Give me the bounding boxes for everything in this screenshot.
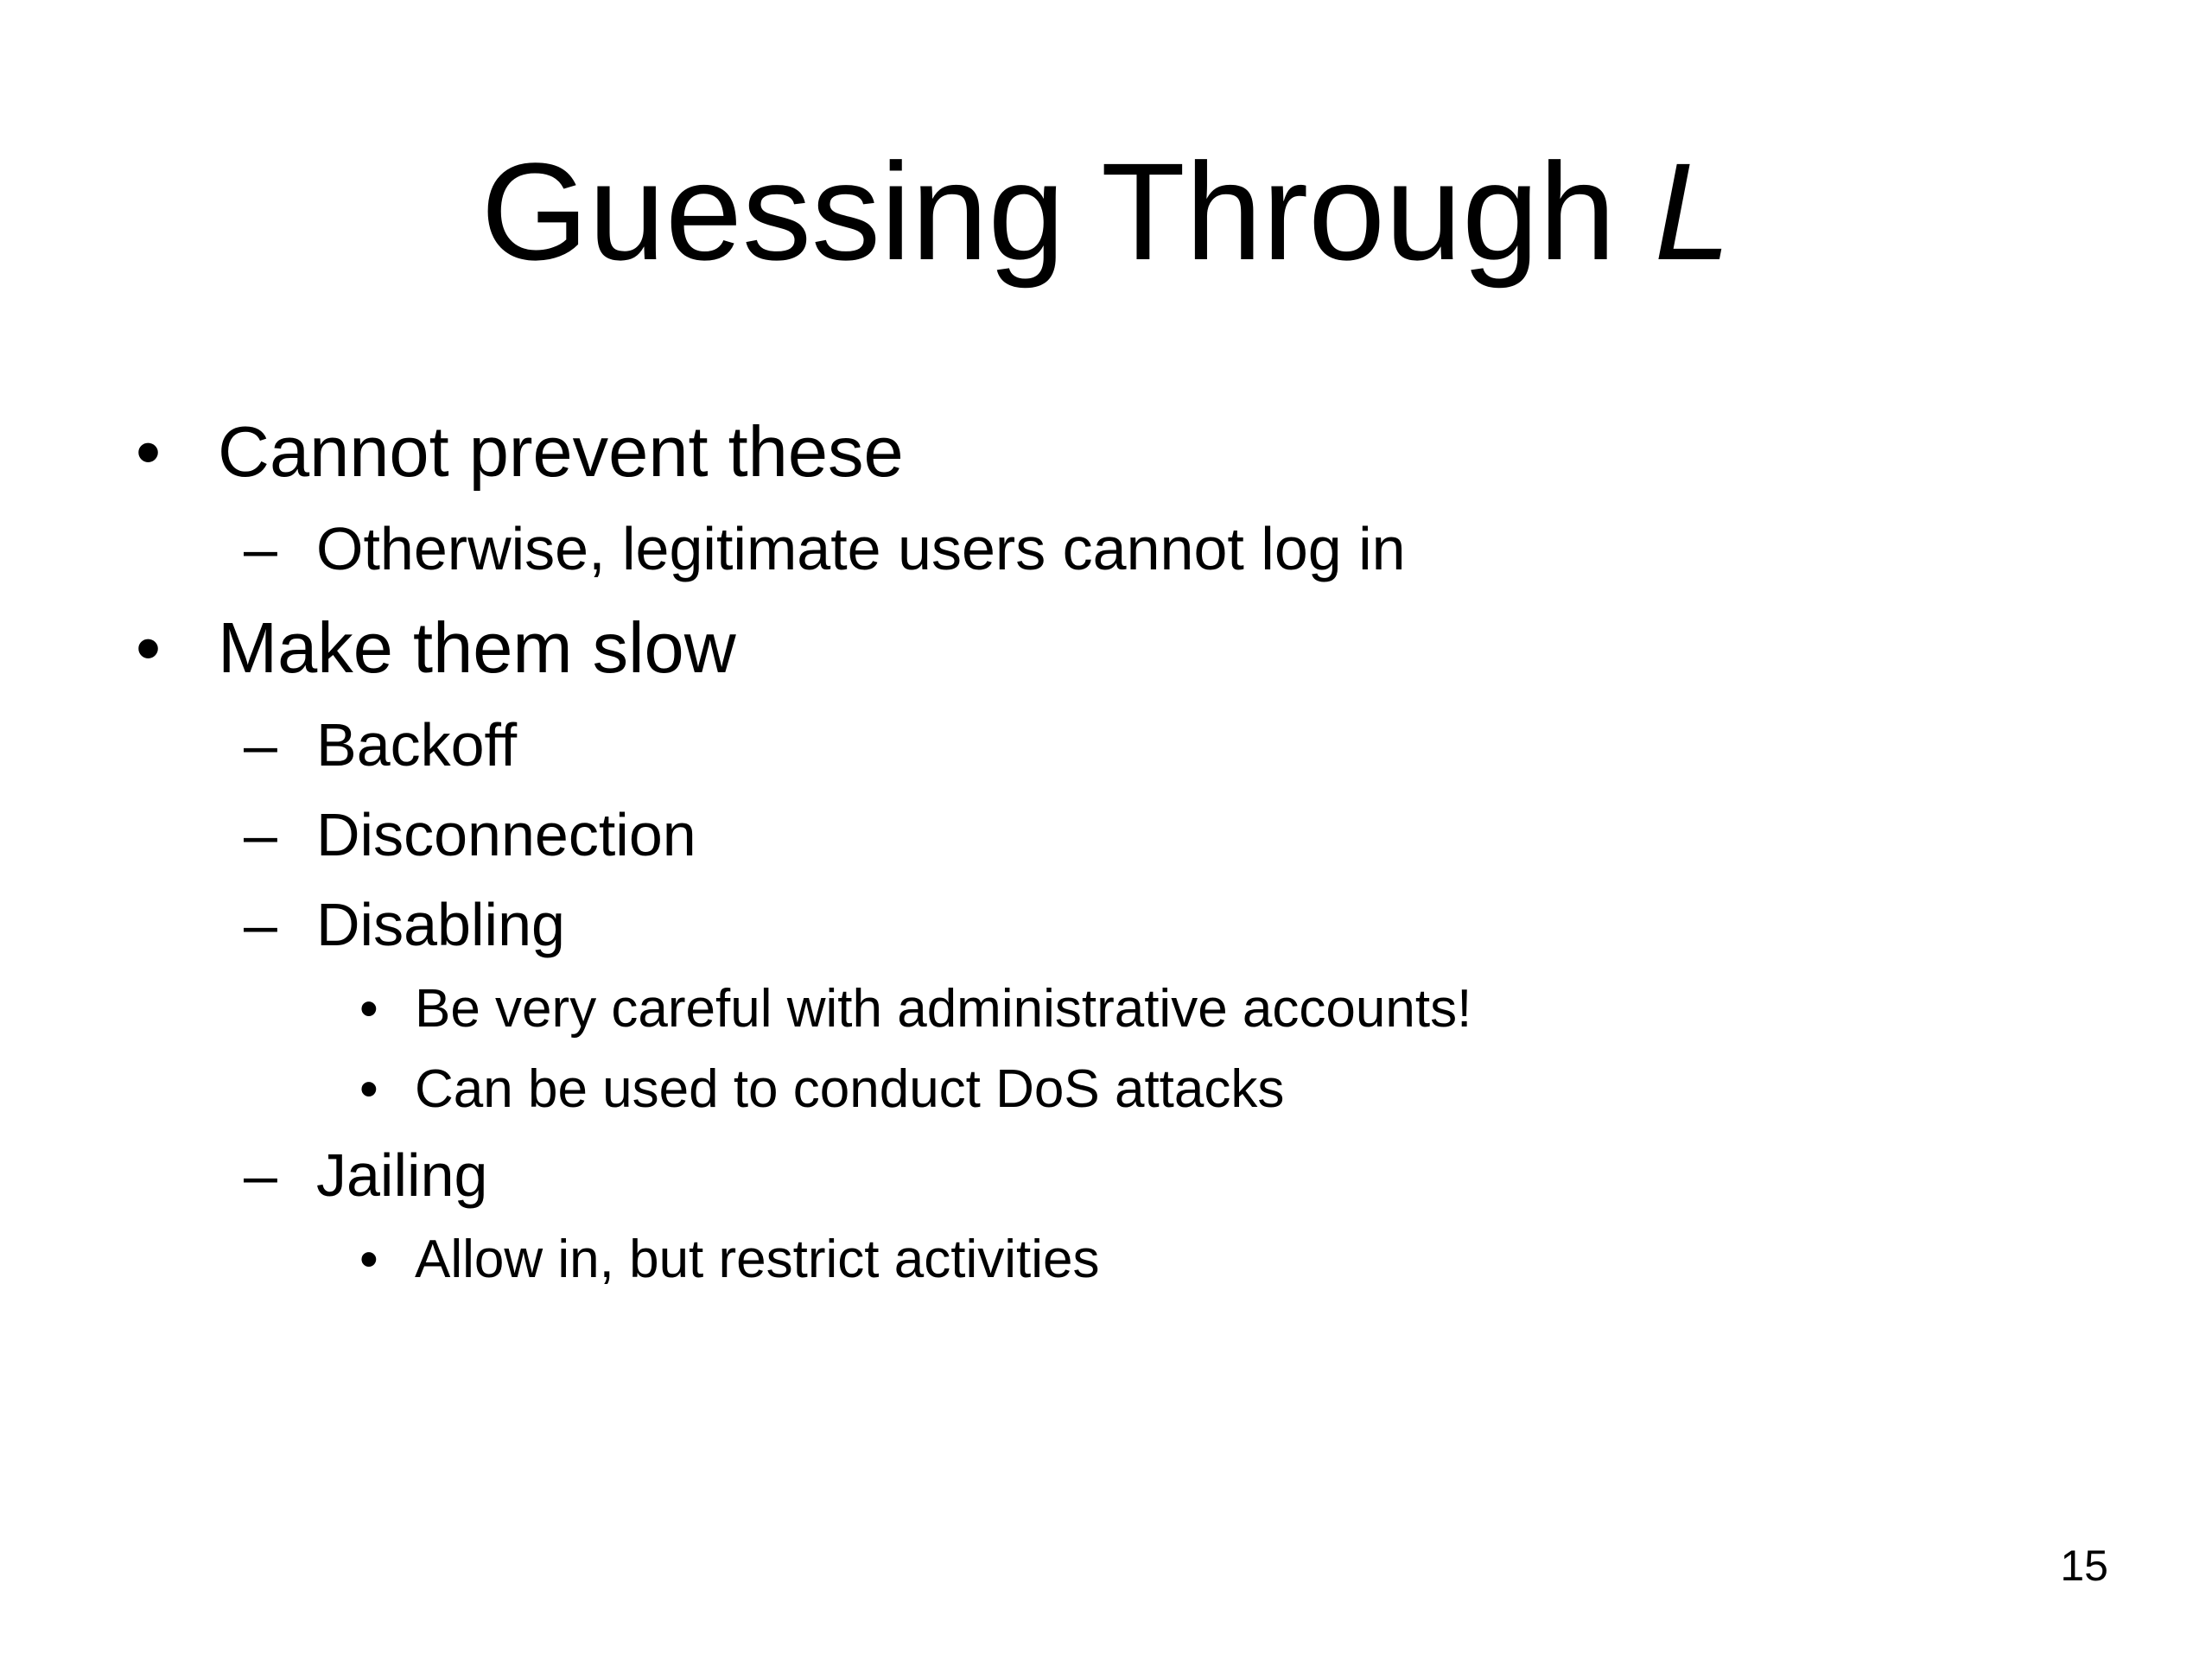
sub-sub-bullet-text: Be very careful with administrative accounts! xyxy=(415,979,1472,1039)
bullet-marker: • xyxy=(359,1059,378,1119)
sub-bullet-text: Disconnection xyxy=(316,801,696,868)
slide-title-text: Guessing Through xyxy=(480,134,1655,289)
bullet-text: Cannot prevent these xyxy=(218,411,904,492)
bullet-marker: • xyxy=(359,979,378,1039)
sub-bullet-text: Backoff xyxy=(316,711,518,779)
slide-title-emphasis: L xyxy=(1654,134,1732,289)
page-number: 15 xyxy=(2060,1541,2108,1590)
sub-sub-bullet-text: Allow in, but restrict activities xyxy=(415,1230,1100,1289)
bullet-text: Make them slow xyxy=(218,607,736,688)
bullet-marker: • xyxy=(136,607,162,688)
dash-marker: – xyxy=(244,891,277,958)
dash-marker: – xyxy=(244,515,277,582)
sub-sub-bullet-text: Can be used to conduct DoS attacks xyxy=(415,1059,1285,1119)
sub-bullet-text: Jailing xyxy=(316,1141,488,1209)
bullet-marker: • xyxy=(136,411,162,492)
dash-marker: – xyxy=(244,1141,277,1209)
sub-bullet-text: Disabling xyxy=(316,891,565,958)
slide-title xyxy=(0,130,2212,294)
bullet-marker: • xyxy=(359,1230,378,1289)
dash-marker: – xyxy=(244,801,277,868)
sub-bullet-text: Otherwise, legitimate users cannot log in xyxy=(316,515,1406,582)
dash-marker: – xyxy=(244,711,277,779)
